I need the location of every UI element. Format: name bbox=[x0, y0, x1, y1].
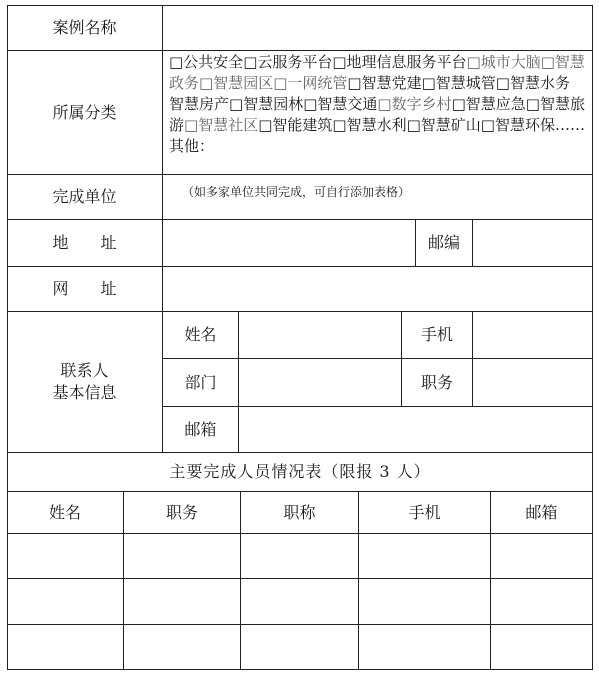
contact-label-line1: 联系人 bbox=[60, 361, 109, 380]
members-header-name: 姓名 bbox=[48, 502, 81, 522]
category-option[interactable]: □地理信息服务平台 bbox=[332, 53, 467, 71]
members-header-title: 职称 bbox=[283, 502, 316, 522]
rule-bottom bbox=[7, 669, 593, 670]
category-list[interactable] bbox=[169, 53, 585, 134]
postcode-label: 邮编 bbox=[427, 233, 460, 252]
contact-position-field[interactable] bbox=[473, 359, 592, 406]
case-name-field[interactable] bbox=[163, 6, 592, 50]
category-option[interactable]: □智慧社区 bbox=[184, 116, 259, 134]
unit-label: 完成单位 bbox=[52, 187, 117, 206]
category-option[interactable]: □智慧党建 bbox=[347, 74, 422, 92]
contact-email-field[interactable] bbox=[239, 407, 592, 452]
category-option[interactable]: □智慧矿山 bbox=[406, 116, 481, 134]
contact-label-line2: 基本信息 bbox=[52, 383, 117, 402]
category-option[interactable]: □城市大脑 bbox=[466, 53, 541, 71]
category-option[interactable]: □云服务平台 bbox=[243, 53, 333, 71]
contact-dept-field[interactable] bbox=[239, 359, 401, 406]
member-row-1[interactable] bbox=[8, 534, 592, 578]
category-option[interactable]: □智慧城管 bbox=[421, 74, 496, 92]
category-other-label: 其他： bbox=[169, 137, 215, 155]
category-option[interactable]: □智慧园林 bbox=[229, 95, 304, 113]
contact-position-label: 职务 bbox=[420, 372, 453, 392]
website-label: 网 址 bbox=[52, 279, 117, 298]
address-field[interactable] bbox=[163, 220, 415, 266]
category-option[interactable]: □智慧政务 bbox=[169, 53, 585, 92]
category-option[interactable]: □一网统管 bbox=[273, 74, 348, 92]
members-table-title: 主要完成人员情况表（限报 3 人） bbox=[169, 462, 431, 481]
members-header-position: 职务 bbox=[165, 502, 198, 522]
contact-dept-label: 部门 bbox=[184, 372, 217, 392]
category-option[interactable]: □智慧应急 bbox=[451, 95, 526, 113]
category-option[interactable]: □智慧环保…… bbox=[480, 116, 585, 134]
rule-right bbox=[592, 5, 593, 670]
category-option[interactable]: □数字乡村 bbox=[377, 95, 452, 113]
category-option[interactable]: □智慧水利 bbox=[332, 116, 407, 134]
category-option[interactable]: □智慧交通 bbox=[303, 95, 378, 113]
contact-phone-label: 手机 bbox=[420, 325, 453, 344]
contact-name-label: 姓名 bbox=[184, 325, 217, 344]
category-option[interactable]: □公共安全 bbox=[169, 53, 244, 71]
member-row-2[interactable] bbox=[8, 579, 592, 624]
category-label: 所属分类 bbox=[52, 102, 117, 122]
members-header-email: 邮箱 bbox=[525, 502, 558, 522]
postcode-field[interactable] bbox=[473, 220, 592, 266]
members-header-phone: 手机 bbox=[408, 502, 441, 522]
unit-note: （如多家单位共同完成，可自行添加表格） bbox=[182, 185, 411, 199]
category-option[interactable]: 智慧房产 bbox=[169, 95, 230, 113]
category-option[interactable]: □智慧园区 bbox=[199, 74, 274, 92]
contact-name-field[interactable] bbox=[239, 312, 401, 358]
category-options[interactable] bbox=[169, 52, 589, 157]
member-row-3[interactable] bbox=[8, 625, 592, 669]
case-name-label: 案例名称 bbox=[52, 18, 117, 37]
contact-phone-field[interactable] bbox=[473, 312, 592, 358]
contact-email-label: 邮箱 bbox=[184, 419, 217, 439]
category-option[interactable]: □智能建筑 bbox=[258, 116, 333, 134]
contact-label bbox=[7, 312, 162, 452]
category-option[interactable]: □智慧旅游 bbox=[169, 95, 585, 134]
address-label: 地 址 bbox=[52, 233, 117, 252]
application-form bbox=[7, 5, 593, 670]
category-option[interactable]: □智慧水务 bbox=[495, 74, 570, 92]
website-field[interactable] bbox=[163, 267, 592, 311]
